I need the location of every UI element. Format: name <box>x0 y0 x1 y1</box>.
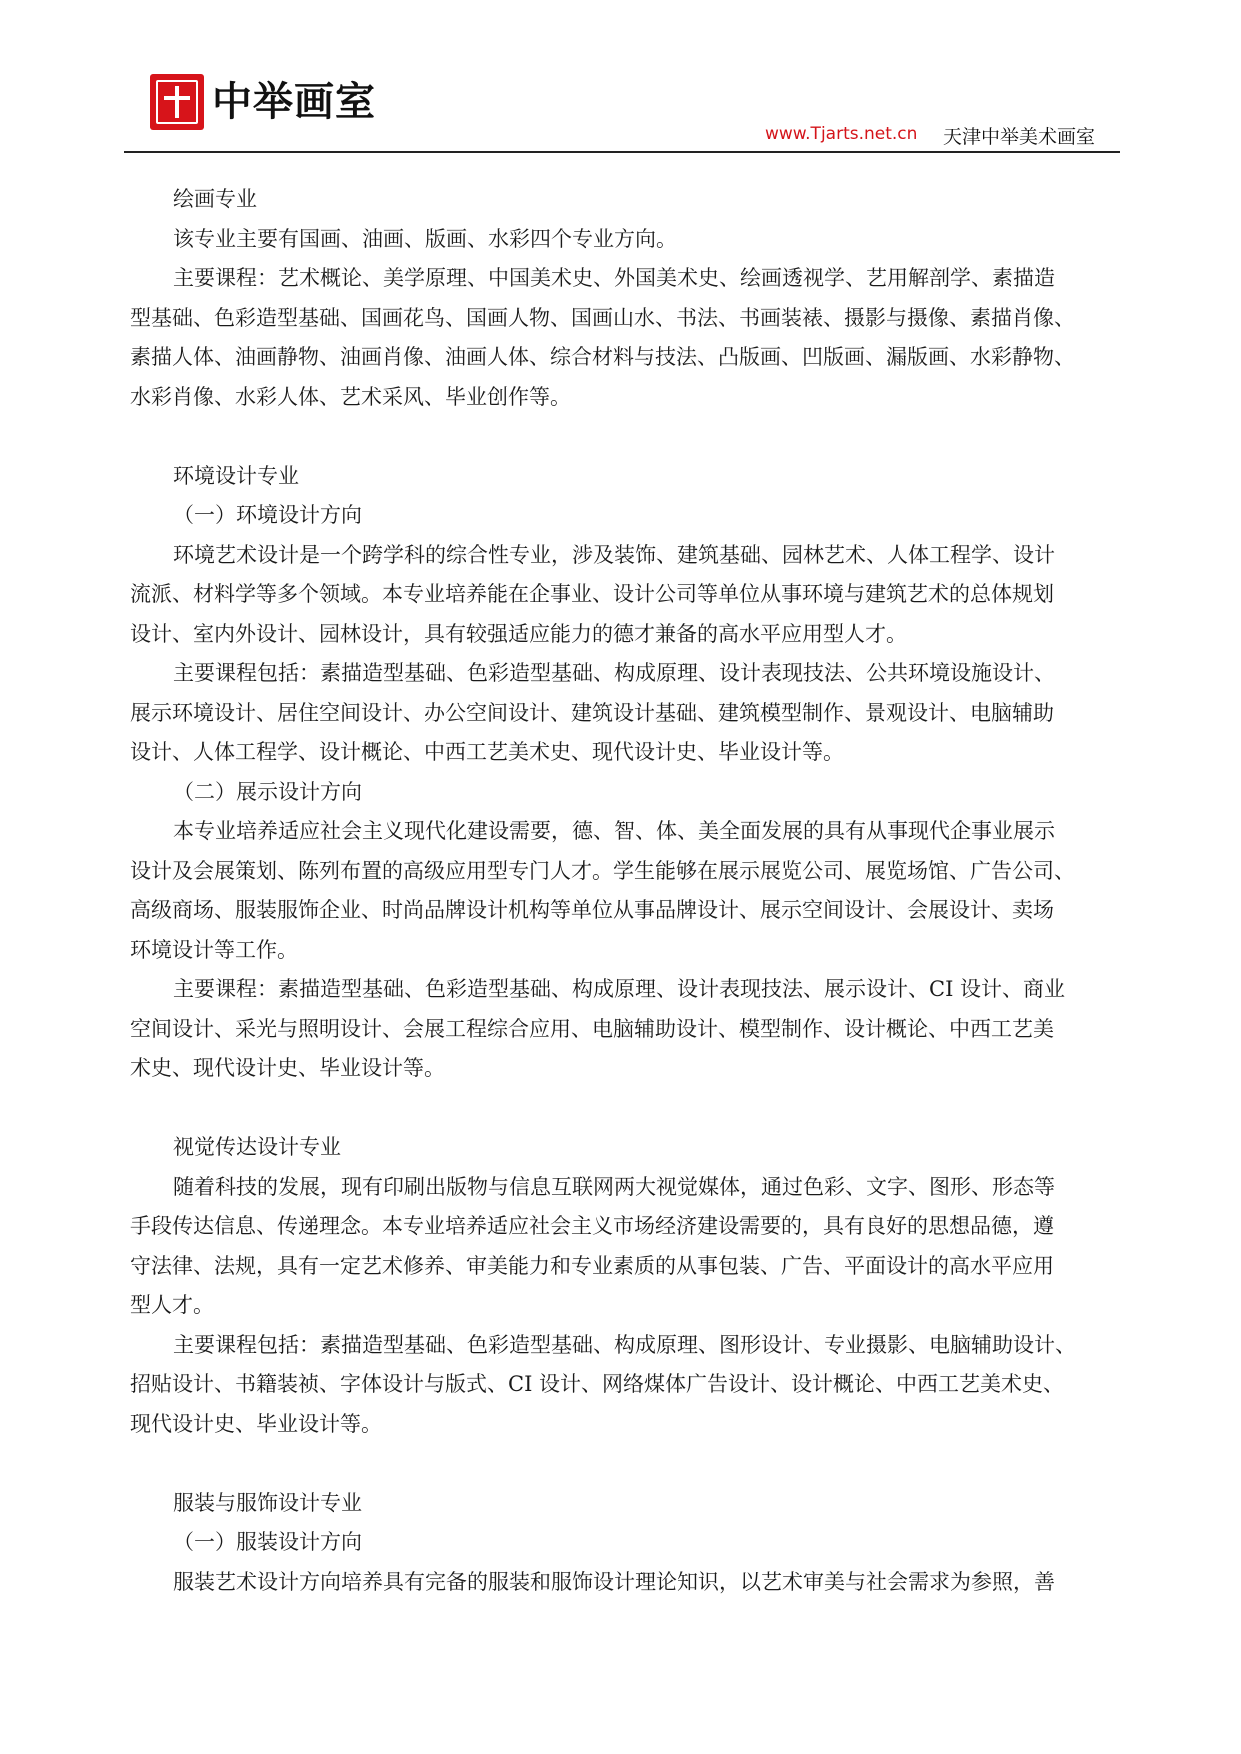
subsection-title: （一）环境设计方向 <box>173 503 362 527</box>
paragraph-line: 设计及会展策划、陈列布置的高级应用型专门人才。学生能够在展示展览公司、展览场馆、广告公司、 <box>130 858 1075 883</box>
paragraph-line: 型基础、色彩造型基础、国画花鸟、国画人物、国画山水、书法、书画装裱、摄影与摄像、素描肖像、 <box>130 305 1075 330</box>
subsection-title: （一）服装设计方向 <box>173 1530 362 1554</box>
paragraph-line: 主要课程：艺术概论、美学原理、中国美术史、外国美术史、绘画透视学、艺用解剖学、素描造 <box>173 266 1055 290</box>
paragraph-line: 随着科技的发展，现有印刷出版物与信息互联网两大视觉媒体，通过色彩、文字、图形、形态等 <box>173 1174 1055 1199</box>
logo-text: 中举画室 <box>212 79 376 125</box>
paragraph-line: 环境设计等工作。 <box>130 937 298 962</box>
paragraph-line: 素描人体、油画静物、油画肖像、油画人体、综合材料与技法、凸版画、凹版画、漏版画、水彩静物、 <box>130 345 1075 369</box>
paragraph-line: 守法律、法规，具有一定艺术修养、审美能力和专业素质的从事包装、广告、平面设计的高水平应用 <box>130 1253 1054 1278</box>
logo-seal-icon <box>150 74 204 130</box>
paragraph-line: 型人才。 <box>130 1293 214 1317</box>
logo <box>150 74 380 130</box>
document-body <box>130 180 1130 1602</box>
paragraph-line: 设计、室内外设计、园林设计，具有较强适应能力的德才兼备的高水平应用型人才。 <box>130 621 907 646</box>
paragraph-line: 空间设计、采光与照明设计、会展工程综合应用、电脑辅助设计、模型制作、设计概论、中西工艺美 <box>130 1016 1054 1041</box>
paragraph-line: 设计、人体工程学、设计概论、中西工艺美术史、现代设计史、毕业设计等。 <box>130 740 844 764</box>
paragraph-line: 主要课程包括：素描造型基础、色彩造型基础、构成原理、设计表现技法、公共环境设施设计、 <box>173 661 1055 685</box>
subsection-title: （二）展示设计方向 <box>173 779 362 804</box>
header-org-name: 天津中举美术画室 <box>943 126 1096 148</box>
page-header <box>0 0 1241 160</box>
paragraph-line: 招贴设计、书籍装祯、字体设计与版式、CI 设计、网络煤体广告设计、设计概论、中西工艺美术史、 <box>130 1372 1065 1396</box>
paragraph-line: 环境艺术设计是一个跨学科的综合性专业，涉及装饰、建筑基础、园林艺术、人体工程学、设计 <box>173 542 1055 567</box>
header-url-link[interactable]: www.Tjarts.net.cn <box>765 124 918 144</box>
paragraph-line: 主要课程包括：素描造型基础、色彩造型基础、构成原理、图形设计、专业摄影、电脑辅助设计、 <box>173 1332 1076 1357</box>
paragraph-line: 本专业培养适应社会主义现代化建设需要，德、智、体、美全面发展的具有从事现代企事业展示 <box>173 819 1055 843</box>
section-title-visual: 视觉传达设计专业 <box>173 1135 341 1159</box>
paragraph-line: 现代设计史、毕业设计等。 <box>130 1411 382 1436</box>
paragraph-line: 高级商场、服装服饰企业、时尚品牌设计机构等单位从事品牌设计、展示空间设计、会展设计、卖场 <box>130 898 1054 922</box>
paragraph-line: 水彩肖像、水彩人体、艺术采风、毕业创作等。 <box>130 384 571 409</box>
paragraph-line: 主要课程：素描造型基础、色彩造型基础、构成原理、设计表现技法、展示设计、CI 设计、商业 <box>173 977 1066 1001</box>
section-title-painting: 绘画专业 <box>173 187 257 211</box>
section-title-environment: 环境设计专业 <box>173 463 299 488</box>
paragraph-line: 展示环境设计、居住空间设计、办公空间设计、建筑设计基础、建筑模型制作、景观设计、电脑辅助 <box>130 700 1054 725</box>
paragraph-line: 术史、现代设计史、毕业设计等。 <box>130 1056 445 1080</box>
paragraph-line: 手段传达信息、传递理念。本专业培养适应社会主义市场经济建设需要的，具有良好的思想品德，遵 <box>130 1214 1054 1238</box>
paragraph: 该专业主要有国画、油画、版画、水彩四个专业方向。 <box>173 226 677 251</box>
section-title-fashion: 服装与服饰设计专业 <box>173 1490 362 1515</box>
header-divider <box>124 151 1120 153</box>
paragraph-line: 服装艺术设计方向培养具有完备的服装和服饰设计理论知识，以艺术审美与社会需求为参照，善 <box>173 1569 1055 1594</box>
paragraph-line: 流派、材料学等多个领域。本专业培养能在企事业、设计公司等单位从事环境与建筑艺术的总体规划 <box>130 582 1054 606</box>
